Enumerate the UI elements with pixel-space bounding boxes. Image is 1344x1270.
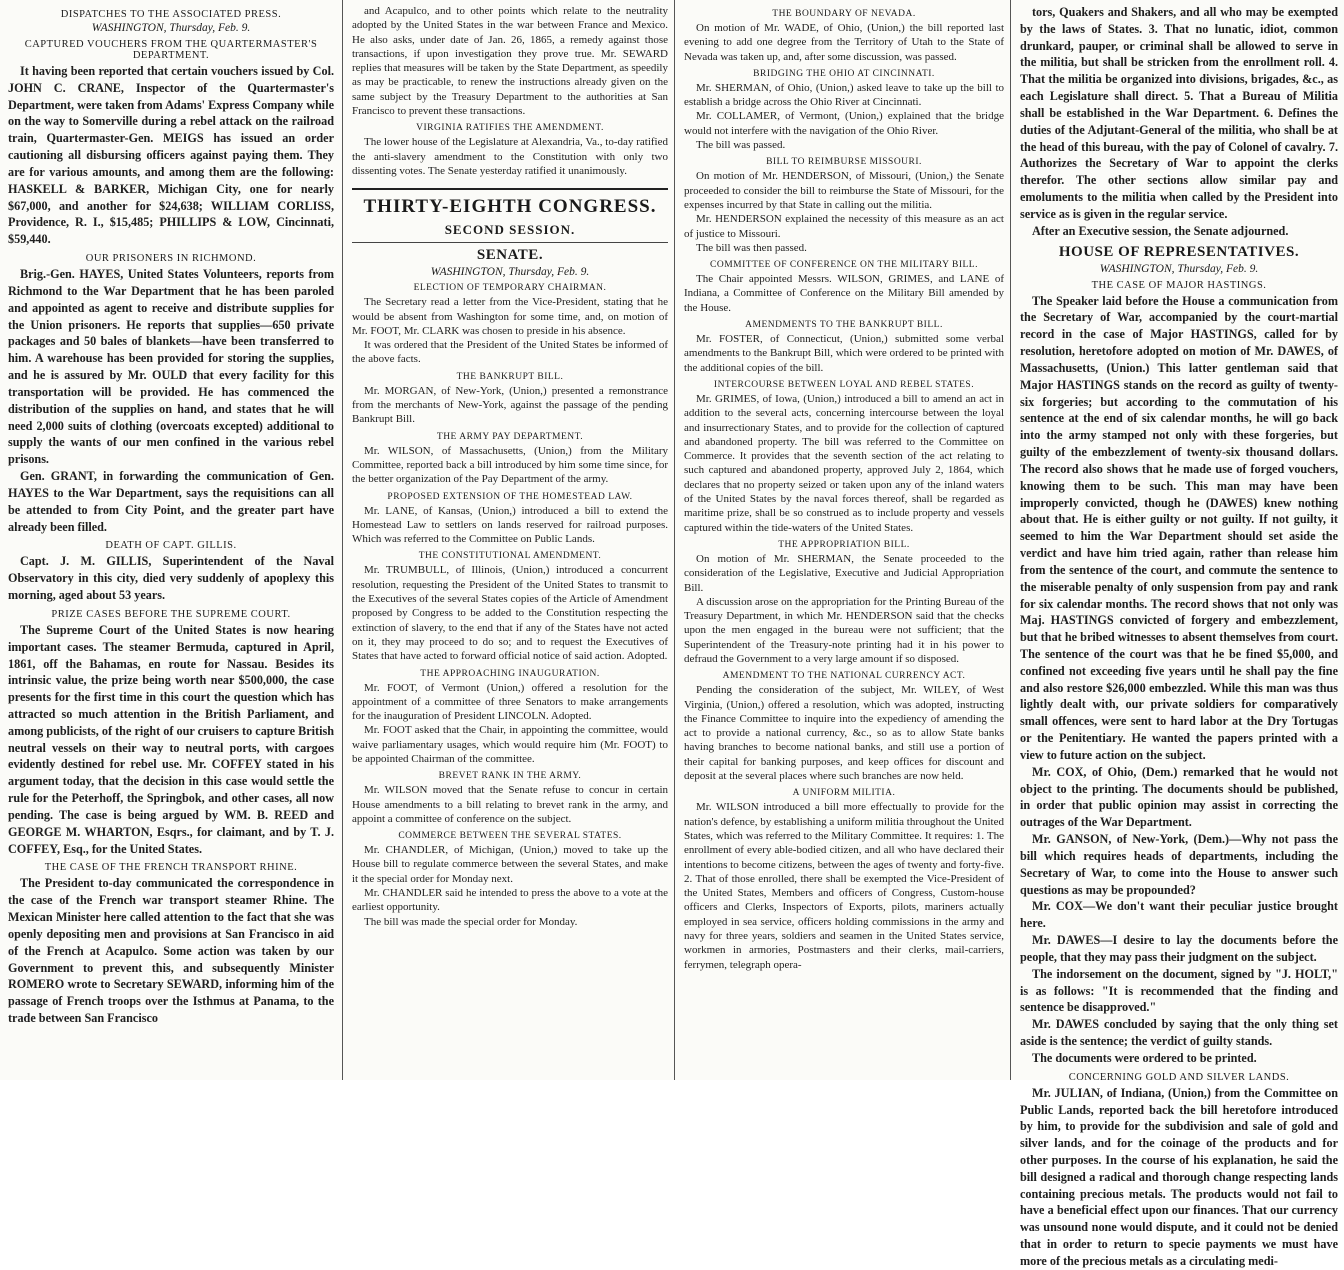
paragraph: Mr. WILSON, of Massachusetts, (Union,) from the Military Committee, reported back a bill introduced by him some time since, for the better organization of the Pay Department of the army. xyxy=(352,444,668,486)
paragraph: The bill was made the special order for Monday. xyxy=(364,915,578,928)
paragraph: Mr. WILSON introduced a bill more effectually to provide for the nation's defence, by establishing a uniform militia throughout the United States, which was referred to the Military Committee. It requires: 1. The enrollment of every able-bodied citizen, and all who have declared their intentions to become citizens, between the ages of twenty and forty-five. 2. That of those enrolled, there shall be exempted the Vice-President of the United States, Members and officers of Congress, Custom-house officers and Clerks, Inspectors of Exports, pilots, mariners actually employed in sea service, officers holding commissions in the army and navy for three years, soldiers and seamen in the United States service, workmen in armories, Postmasters and their clerks, mail-carriers, ferrymen, telegraph opera- xyxy=(684,801,1004,971)
paragraph: The lower house of the Legislature at Alexandria, Va., to-day ratified the anti-slavery amendment to the Constitution with only two dissenting votes. The Senate yesterday ratified it unanimously. xyxy=(352,136,668,177)
section-heading: CAPTURED VOUCHERS FROM THE QUARTERMASTER'S DEPARTMENT. xyxy=(24,39,318,61)
paragraph: Mr. COX, of Ohio, (Dem.) remarked that he would not object to the printing. The documents should be published, in order that public opinion may assist in correcting the outrages of the War Department. xyxy=(1020,764,1338,830)
chamber-heading: HOUSE OF REPRESENTATIVES. xyxy=(1058,243,1300,260)
section-heading: THE APPROACHING INAUGURATION. xyxy=(420,668,600,679)
paragraph: The Speaker laid before the House a communication from the Secretary of War, accompanied by the court-martial record in the case of Major HASTINGS, called for by resolution, heretofore adopted on motion of Mr. DAWES, of Massachusetts, (Union.) This latter gentleman said that Major HASTINGS stands on the record as guilty of twenty-six forgeries; but according to the commutation of his sentence at the end of six calendar months, he will go back into the army stamped not only with these forgeries, but guilty of the embezzlement of twenty-six thousand dollars. The record also shows that he made use of forged vouchers, knowing them to be such. This man may have been improperly convicted, though he (DAWES) knew nothing about that. He is either guilty or not guilty. If not guilty, it seemed to him the War Department should set aside the verdict and have him tried again, rather than release him from the sentence of the court, and commute the sentence to the miserable penalty of only suspension from pay and rank for six calendar months. The record shows that not only was Maj. HASTINGS convicted of forgery and embezzlement, but that he bribed witnesses to absent themselves from court. The sentence of the court was that he be fined $5,000, and confined not exceeding five years until he shall pay the fine and also restore $26,000 embezzled. While this man was thus lightly dealt with, our private soldiers for comparatively small offences, were sent to hard labor at the Dry Tortugas or the Penitentiary. He wanted the papers printed with a view to future action on the subject. xyxy=(1020,293,1338,762)
section-heading: COMMERCE BETWEEN THE SEVERAL STATES. xyxy=(398,831,622,842)
paragraph: Mr. FOOT asked that the Chair, in appointing the committee, would waive parliamentary usages, which would require him (Mr. FOOT) to be appointed Chairman of the committee. xyxy=(352,724,668,765)
section-heading: DISPATCHES TO THE ASSOCIATED PRESS. xyxy=(60,9,282,20)
section-heading: DEATH OF CAPT. GILLIS. xyxy=(105,540,237,552)
chamber-heading: SENATE. xyxy=(476,247,544,264)
section-heading: THE BOUNDARY OF NEVADA. xyxy=(772,9,916,19)
paragraph: Mr. HENDERSON explained the necessity of this measure as an act of justice to Missouri. xyxy=(684,213,1004,240)
section-heading: THE CASE OF MAJOR HASTINGS. xyxy=(1091,279,1267,291)
paragraph: Mr. JULIAN, of Indiana, (Union,) from the Committee on Public Lands, reported back the bill heretofore introduced by him, to provide for the subdivision and sale of gold and silver lands, and for the coinage of the products and for other purposes. In the course of his explanation, he said the bill designed a radical and thorough change respecting lands containing precious metals. The products would not fail to have a beneficial effect upon our finances. That our currency was unsound none would dispute, and it could not be denied that in order to return to specie payments we must have more of the precious metals as a circulating medi- xyxy=(1020,1085,1338,1268)
paragraph: tors, Quakers and Shakers, and all who may be exempted by the laws of States. 3. That no lunatic, idiot, common drunkard, pauper, or criminal shall be allowed to serve in the militia, but shall be stricken from the enrollment roll. 4. That the militia be organized into divisions, brigades, &c., as each Legislature shall direct. 5. That a Bureau of Militia shall be established in the War Department. 6. Defines the duties of the Adjutant-General of the militia, who shall be at the head of this bureau, with the pay of Colonel of cavalry. 7. Authorizes the Secretary of War to appoint the clerks therefor. The other sections allow similar pay and emoluments to the militia when called by the President into service as is given in the regular service. xyxy=(1020,5,1338,221)
paragraph: On motion of Mr. HENDERSON, of Missouri, (Union,) the Senate proceeded to consider the bill to reimburse the State of Missouri, for the expenses incurred by that State in calling out the militia. xyxy=(684,170,1004,211)
section-heading: BREVET RANK IN THE ARMY. xyxy=(438,771,582,782)
paragraph: On motion of Mr. WADE, of Ohio, (Union,) the bill reported last evening to add one degree from the Territory of Utah to the State of Nevada was taken up, and, after some discussion, was passed. xyxy=(684,22,1004,63)
column-3 xyxy=(676,0,1010,1080)
paragraph: Mr. COX—We don't want their peculiar justice brought here. xyxy=(1020,899,1338,931)
paragraph: It having been reported that certain vouchers issued by Col. JOHN C. CRANE, Inspector of the Quartermaster's Department, were taken from Adams' Express Company while on the way to Somerville during a rebel attack on the railroad train, Quartermaster-Gen. MEIGS has issued an order cautioning all disbursing officers against paying them. They are for various amounts, and among them are the following: HASKELL & BARKER, Michigan City, one for nearly $67,000, and another for $24,638; WILLIAM CORLISS, Providence, R. I., $15,485; PHILLIPS & LOW, Cincinnati, $59,440. xyxy=(8,64,334,247)
paragraph: The bill was then passed. xyxy=(696,241,807,254)
paragraph: Gen. GRANT, in forwarding the communication of Gen. HAYES to the War Department, says the requisitions can all be attended to from City Point, and the greater part have already been filled. xyxy=(8,469,334,534)
paragraph: Mr. CHANDLER, of Michigan, (Union,) moved to take up the House bill to regulate commerce between the several States, and make it the special order for Monday next. xyxy=(352,844,668,885)
column-rule xyxy=(674,0,675,1080)
paragraph: Mr. MORGAN, of New-York, (Union,) presented a remonstrance from the merchants of New-York, against the passage of the pending Bankrupt Bill. xyxy=(352,384,668,426)
section-heading: AMENDMENT TO THE NATIONAL CURRENCY ACT. xyxy=(722,671,966,682)
dateline: WASHINGTON, Thursday, Feb. 9. xyxy=(91,22,251,34)
section-heading: CONCERNING GOLD AND SILVER LANDS. xyxy=(1068,1071,1290,1083)
section-heading: ELECTION OF TEMPORARY CHAIRMAN. xyxy=(413,283,607,294)
section-heading: THE CASE OF THE FRENCH TRANSPORT RHINE. xyxy=(44,862,298,874)
column-4 xyxy=(1012,0,1344,1268)
paragraph: Capt. J. M. GILLIS, Superintendent of the Naval Observatory in this city, died very suddenly of apoplexy this morning, aged about 53 years. xyxy=(8,554,334,603)
paragraph: Pending the consideration of the subject, Mr. WILEY, of West Virginia, (Union,) offered a resolution, which was adopted, instructing the Finance Committee to inquire into the expediency of amending the act to provide a national currency, &c., so as to allow State banks having branches to become national banks, and still use a portion of their capital for banking purposes, and keep offices for discount and deposit at the several places where such branches are now held. xyxy=(684,684,1004,783)
paragraph: A discussion arose on the appropriation for the Printing Bureau of the Treasury Department, in which Mr. HENDERSON said that the checks upon the men engaged in the bureau were not sufficient; that the Superintendent of the Treasury-note printing had it in his power to defraud the Government to a very large amount if so disposed. xyxy=(684,595,1004,665)
section-heading: OUR PRISONERS IN RICHMOND. xyxy=(85,253,257,265)
section-heading: THE ARMY PAY DEPARTMENT. xyxy=(436,431,584,442)
paragraph: Mr. CHANDLER said he intended to press the above to a vote at the earliest opportunity. xyxy=(352,887,668,914)
section-heading: A UNIFORM MILITIA. xyxy=(792,788,896,799)
section-heading: THE BANKRUPT BILL. xyxy=(456,371,564,382)
paragraph: Mr. LANE, of Kansas, (Union,) introduced a bill to extend the Homestead Law to settlers on lands reserved for railroad purposes. Which was referred to the Committee on Public Lands. xyxy=(352,504,668,546)
paragraph: Mr. SHERMAN, of Ohio, (Union,) asked leave to take up the bill to establish a bridge across the Ohio River at Cincinnati. xyxy=(684,81,1004,109)
congress-banner: THIRTY-EIGHTH CONGRESS. xyxy=(352,188,668,218)
section-heading: AMENDMENTS TO THE BANKRUPT BILL. xyxy=(745,320,943,331)
column-rule xyxy=(1010,0,1011,1080)
section-heading: THE APPROPRIATION BILL. xyxy=(778,539,910,550)
section-heading: THE CONSTITUTIONAL AMENDMENT. xyxy=(418,551,602,562)
paragraph: Mr. DAWES—I desire to lay the documents before the people, that they may pass their judgment on the subject. xyxy=(1020,933,1338,964)
paragraph: Mr. COLLAMER, of Vermont, (Union,) explained that the bridge would not interfere with the navigation of the Ohio River. xyxy=(684,110,1004,137)
session-heading: SECOND SESSION. xyxy=(352,222,668,243)
paragraph: The bill was passed. xyxy=(696,139,786,152)
paragraph: Mr. FOSTER, of Connecticut, (Union,) submitted some verbal amendments to the Bankrupt Bill, which were ordered to be printed with the additional copies of the bill. xyxy=(684,333,1004,374)
dateline: WASHINGTON, Thursday, Feb. 9. xyxy=(1099,262,1259,275)
paragraph: Mr. DAWES concluded by saying that the only thing set aside is the sentence; the verdict of guilty stands. xyxy=(1020,1017,1338,1049)
paragraph: Brig.-Gen. HAYES, United States Volunteers, reports from Richmond to the War Department that he has been paroled and appointed as agent to receive and distribute supplies for the Union prisoners. He reports that supplies—650 private packages and 50 bales of blankets—have been transferred to him. A warehouse has been provided for storing the supplies, and he is assured by Mr. OULD that every facility for this transportation will be provided. He has commenced the distribution of the supplies on hand, and states that he will need 2,000 suits of clothing (overcoats excepted) additional to supply the wants of our men confined in the various rebel prisons. xyxy=(8,267,334,467)
paragraph: The Supreme Court of the United States is now hearing important cases. The steamer Bermuda, captured in April, 1861, off the Bahamas, en route for Nassau. Besides its intrinsic value, the prize being worth near $500,000, the case presents for the first time in this court the question which has attracted so much attention in the British Parliament, and among publicists, of the right of our cruisers to capture British neutral vessels on their way to neutral ports, with cargoes evidently destined for rebel use. Mr. COFFEY stated in his argument today, that the decision in this case would settle the rule for the Peterhoff, the Springbok, and other cases, all now pending. The case is being argued by WM. B. REED and GEORGE M. WHARTON, Esqrs., for claimant, and by T. J. COFFEY, Esq., for the United States. xyxy=(8,622,334,856)
column-rule xyxy=(342,0,343,1080)
section-heading: PRIZE CASES BEFORE THE SUPREME COURT. xyxy=(51,608,291,620)
section-heading: BRIDGING THE OHIO AT CINCINNATI. xyxy=(753,68,935,79)
paragraph: On motion of Mr. SHERMAN, the Senate proceeded to the consideration of the Legislative, Executive and Judicial Appropriation Bill. xyxy=(684,552,1004,594)
paragraph: Mr. TRUMBULL, of Illinois, (Union,) introduced a concurrent resolution, requesting the President of the United States to transmit to the Executives of the several States copies of the Article of Amendment proposed by Congress to be added to the Constitution respecting the extinction of slavery, to the end that if any of the States have not acted on it, they may proceed to do so; and to request the Executives of States that have acted to forward official notice of said action. Adopted. xyxy=(352,564,668,663)
section-heading: BILL TO REIMBURSE MISSOURI. xyxy=(766,157,922,168)
dateline: WASHINGTON, Thursday, Feb. 9. xyxy=(430,266,590,279)
section-heading: INTERCOURSE BETWEEN LOYAL AND REBEL STATES. xyxy=(713,379,975,390)
paragraph: Mr. WILSON moved that the Senate refuse to concur in certain House amendments to a bill relating to brevet rank in the army, and appoint a committee of conference on the subject. xyxy=(352,784,668,825)
column-2 xyxy=(344,0,674,1080)
paragraph: The indorsement on the document, signed by "J. HOLT," is as follows: "It is recommended that the finding and sentence be disapproved." xyxy=(1020,966,1338,1015)
column-1 xyxy=(0,0,340,1080)
paragraph: The President to-day communicated the correspondence in the case of the French war transport steamer Rhine. The Mexican Minister here called attention to the fact that she was openly depositing men and provisions at San Francisco in aid of the French at Acapulco. Some action was taken by our Government to prevent this, and subsequently Minister ROMERO wrote to Secretary SEWARD, informing him of the passage of French troops over the Isthmus at Panama, to the trade between San Francisco xyxy=(8,876,334,1026)
paragraph: Mr. GRIMES, of Iowa, (Union,) introduced a bill to amend an act in addition to the several acts, concerning intercourse between the loyal and insurrectionary States, and to provide for the collection of captured and abandoned property. The bill was referred to the Committee on Commerce. It provides that the seventh section of the act relating to such captured and abandoned property, approved July 2, 1864, which declares that no property seized or taken upon any of the inland waters of the United States by the naval forces thereof, shall be regarded as maritime prize, shall be so construed as to include property and vessels captured within the tide-waters of the United States. xyxy=(684,392,1004,534)
section-heading: VIRGINIA RATIFIES THE AMENDMENT. xyxy=(416,123,604,134)
paragraph: After an Executive session, the Senate adjourned. xyxy=(1032,223,1289,238)
section-heading: PROPOSED EXTENSION OF THE HOMESTEAD LAW. xyxy=(387,491,633,502)
paragraph: It was ordered that the President of the United States be informed of the above facts. xyxy=(352,339,668,366)
paragraph: The Secretary read a letter from the Vice-President, stating that he would be absent from Washington for some time, and, on motion of Mr. FOOT, Mr. CLARK was chosen to preside in his absence. xyxy=(352,296,668,337)
paragraph: The documents were ordered to be printed. xyxy=(1032,1050,1257,1065)
paragraph: and Acapulco, and to other points which relate to the neutrality adopted by the United States in the war between France and Mexico. He also asks, under date of Jan. 26, 1865, a remedy against those transactions, if upon investigation they prove true. Mr. SEWARD replies that measures will be taken by the State Department, as speedily as may be practicable, to renew the instructions already given on the same subject by the Treasury Department to the authorities at San Francisco to prevent these transactions. xyxy=(352,5,668,118)
section-heading: COMMITTEE OF CONFERENCE ON THE MILITARY BILL. xyxy=(710,260,978,271)
paragraph: The Chair appointed Messrs. WILSON, GRIMES, and LANE of Indiana, a Committee of Conference on the Military Bill amended by the House. xyxy=(684,273,1004,314)
paragraph: Mr. FOOT, of Vermont (Union,) offered a resolution for the appointment of a committee of three Senators to make arrangements for the inauguration of President LINCOLN. Adopted. xyxy=(352,681,668,723)
paragraph: Mr. GANSON, of New-York, (Dem.)—Why not pass the bill which requires heads of departments, including the Secretary of War, to come into the House to answer such questions as may be propounded? xyxy=(1020,832,1338,897)
